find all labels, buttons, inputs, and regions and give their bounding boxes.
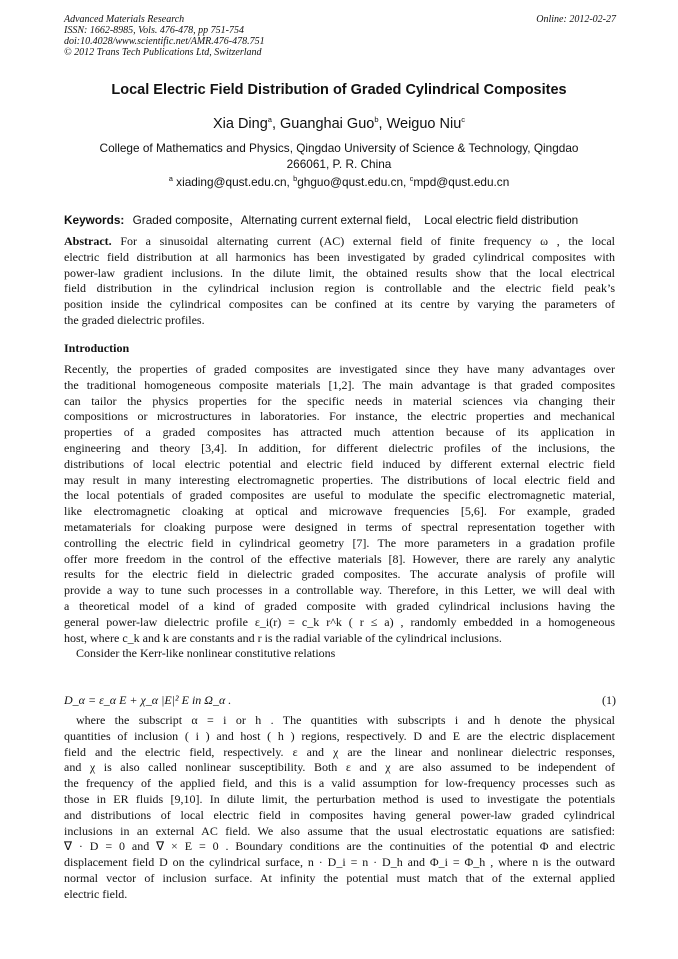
body-line: and distributions of local electric field in composites having general power-law graded cylindrical (64, 807, 615, 822)
intro-line: results for the electric field in dielectric graded composites. The accurate analysis of profile will (64, 567, 615, 582)
abstract-line: power-law gradient inclusions. In the dilute limit, the obtained results show that the local electrical (64, 265, 615, 280)
body-line: field and the electric field, respectively. ε and χ are the linear and nonlinear dielectric responses, (64, 744, 615, 759)
intro-line: may result in many interesting electromagnetic properties. The distributions of local electric field and (64, 472, 615, 487)
author-sup: b (374, 115, 379, 125)
body-line: ∇ · D = 0 and ∇ × E = 0 . Boundary conditions are the continuities of the potential Φ and electric (64, 839, 615, 854)
abstract (64, 234, 615, 329)
intro-line: controlling the electric field in cylindrical geometry [7]. The more parameters in a gradation profile (64, 535, 615, 550)
abstract-label: Abstract. (64, 234, 112, 248)
intro-line: the traditional homogeneous composite materials [1,2]. The main advantage is that graded composites (64, 377, 615, 392)
body-line: those in ER fluids [9,10]. In dilute limit, the perturbation method is used to investigate the potentials (64, 791, 615, 806)
intro-line: distributions of local electric potential and electric field induced by different external electric field (64, 456, 615, 471)
body-line: the frequency of the applied field, and this is a valid assumption for low-frequency processes such as (64, 776, 615, 791)
intro-line: metamaterials for cloaking purpose were designed in terms of spectral representation together with (64, 519, 615, 534)
abstract-line: position inside the cylindrical composites can be confined at its centre by varying the parameters of (64, 297, 615, 312)
intro-line: compositions or microstructures in laboratories. For instance, the electric properties and mechanical (64, 409, 615, 424)
copyright-line: © 2012 Trans Tech Publications Ltd, Switzerland (64, 47, 262, 58)
body-line: displacement field D on the cylindrical surface, n · D_i = n · D_h and Φ_i = Φ_h , where n is the outward (64, 855, 615, 870)
body-line: and χ is also called nonlinear susceptibility. Both ε and χ are also assumed to be independent of (64, 760, 615, 775)
equation-1 (64, 693, 616, 708)
email-link[interactable]: mpd@qust.edu.cn (413, 175, 510, 189)
intro-line: a theoretical model of a kind of graded composite with graded cylindrical inclusions having the (64, 598, 615, 613)
keyword: Alternating current external field， (240, 213, 420, 227)
body-line: quantities of inclusion ( i ) and host ( h ) regions, respectively. D and E are the electric displacement (64, 728, 615, 743)
online-date: Online: 2012-02-27 (536, 14, 616, 25)
abstract-text: For a sinusoidal alternating current (AC) external field of finite frequency ω , the local (111, 234, 615, 248)
affiliation-line: 266061, P. R. China (286, 157, 392, 171)
intro-line: the local potentials of graded composites are useful to modulate the specific electromagnetic material, (64, 488, 615, 503)
body-line: where the subscript α = i or h . The quantities with subscripts i and h denote the physical (76, 713, 615, 727)
intro-line: like electromagnetic cloaking at optical and microwave frequencies [5,6]. For example, graded (64, 504, 615, 519)
intro-line: Consider the Kerr-like nonlinear constitutive relations (76, 646, 336, 661)
body-line: electric field. (64, 886, 128, 901)
equation-text: D_α = ε_α E + χ_α |E|² E in Ω_α . (64, 693, 232, 707)
intro-line: can tailor the physics properties for the specific needs in material sciences via changing their (64, 393, 615, 408)
paper-title: Local Electric Field Distribution of Graded Cylindrical Composites (111, 82, 567, 98)
intro-line: general power-law dielectric profile ε_i(r) = c_k r^k ( r ≤ a) , randomly embedded in a homogeneous (64, 614, 615, 629)
section-heading: Introduction (64, 341, 130, 355)
author-name: Guanghai Guo (280, 116, 375, 132)
body-line: inclusions in an external AC field. We also assume that the usual electrostatic equations are satisfied: (64, 823, 615, 838)
introduction-body (64, 362, 615, 662)
email-link[interactable]: ghguo@qust.edu.cn, (297, 175, 410, 189)
intro-line: host, where c_k and k are constants and r is the radial variable of the cylindrical inclusions. (64, 630, 502, 645)
intro-line: offer more freedom in the control of the effective materials [8]. However, there are rarely any analytic (64, 551, 615, 566)
keyword: Local electric field distribution (424, 213, 579, 227)
equation-number: (1) (602, 693, 616, 707)
author-sup: a (267, 115, 272, 125)
author-list (40, 116, 638, 132)
keywords-label: Keywords: (64, 213, 125, 227)
keyword: Graded composite， (132, 213, 241, 227)
journal-header (64, 14, 616, 58)
doi-line: doi:10.4028/www.scientific.net/AMR.476-478.751 (64, 36, 265, 47)
keywords (64, 211, 624, 228)
intro-line: properties of a graded composites has attracted much attention because of its application in (64, 425, 615, 440)
journal-name: Advanced Materials Research (64, 14, 185, 25)
abstract-line: field distribution in the cylindrical inclusion region is controllable and the electric field peak’s (64, 281, 615, 296)
intro-line: engineering and theory [3,4]. In addition, for different dielectric profiles of the inclusions, the (64, 440, 615, 455)
body-text (64, 713, 615, 903)
issn-line: ISSN: 1662-8985, Vols. 476-478, pp 751-754 (64, 25, 244, 36)
email-sup: c (409, 174, 414, 184)
affiliation (74, 140, 604, 172)
email-sup: b (293, 174, 298, 184)
abstract-line: the graded dielectric profiles. (64, 312, 205, 327)
email-link[interactable]: xiading@qust.edu.cn, (172, 175, 294, 189)
email-sup: a (168, 174, 173, 184)
author-separator: , (378, 116, 387, 132)
author-separator: , (271, 116, 281, 132)
author-sup: c (461, 115, 466, 125)
intro-line: Recently, the properties of graded composites are investigated since they have many advantages over (64, 362, 615, 376)
abstract-line: electric field distribution at all harmonics has been investigated by graded cylindrical composites with (64, 249, 615, 264)
body-line: normal vector of inclusion surface. At infinity the potential must match that of the external applied (64, 870, 615, 885)
author-name: Xia Ding (212, 116, 268, 132)
abstract-line (64, 234, 615, 250)
author-name: Weiguo Niu (386, 116, 462, 132)
email-line (40, 175, 638, 189)
affiliation-line: College of Mathematics and Physics, Qingdao University of Science & Technology, Qingdao (99, 141, 579, 155)
intro-line: provide a way to tune such processes in a controllable way. Therefore, in this Letter, we will deal with (64, 583, 615, 598)
